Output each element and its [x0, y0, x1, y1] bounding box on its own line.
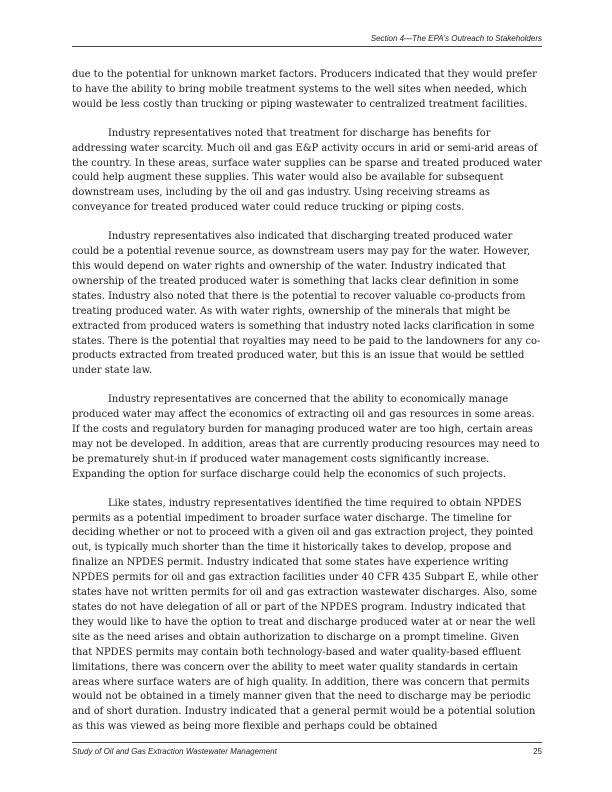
document-title: Study of Oil and Gas Extraction Wastewater Management: [72, 747, 277, 756]
paragraph-water-scarcity: Industry representatives noted that treatment for discharge has benefits for addressing water scarcity. Much oil and gas E&P activity occurs in arid or semi-arid areas of the country. In these areas, surface water supplies can be sparse and treated produced water could help augment these supplies. This water would also be available for subsequent downstream uses, including by the oil and gas industry. Using receiving streams as conveyance for treated produced water could reduce trucking or piping costs.: [72, 127, 542, 214]
body-text: [72, 68, 542, 749]
paragraph-revenue-source: Industry representatives also indicated that discharging treated produced water could be a potential revenue source, as downstream users may pay for the water. However, this would depend on water rights and ownership of the water. Industry indicated that ownership of the treated produced water is something that lacks clear definition in some states. Industry also noted that there is the potential to recover valuable co-products from treating produced water. As with water rights, ownership of the minerals that might be extracted from produced waters is something that industry noted lacks clarification in some states. There is the potential that royalties may need to be paid to the landowners for any co-products extracted from treated produced water, but this is an issue that would be settled under state law.: [72, 231, 541, 377]
page-number: 25: [533, 747, 542, 756]
running-header: [72, 34, 542, 47]
section-title: Section 4—The EPA's Outreach to Stakeholders: [370, 34, 542, 43]
paragraph-economics: Industry representatives are concerned that the ability to economically manage produced water may affect the economics of extracting oil and gas resources in some areas. If the costs and regulatory burden for managing produced water are too high, certain areas may not be developed. In addition, areas that are currently producing resources may need to be prematurely shut-in if produced water management costs significantly increase. Expanding the option for surface discharge could help the economics of such projects.: [72, 394, 540, 480]
paragraph-continued: due to the potential for unknown market factors. Producers indicated that they would prefer to have the ability to bring mobile treatment systems to the well sites when needed, which would be less costly than trucking or piping wastewater to centralized treatment facilities.: [72, 69, 537, 110]
paragraph-npdes-permits: Like states, industry representatives identified the time required to obtain NPDES permits as a potential impediment to broader surface water discharge. The timeline for deciding whether or not to proceed with a given oil and gas extraction project, they pointed out, is typically much shorter than the time it historically takes to develop, propose and finalize an NPDES permit. Industry indicated that some states have experience writing NPDES permits for oil and gas extraction facilities under 40 CFR 435 Subpart E, while other states have not written permits for oil and gas extraction wastewater discharges. Also, some states do not have delegation of all or part of the NPDES program. Industry indicated that they would like to have the option to treat and discharge produced water at or near the well site as the need arises and obtain authorization to discharge on a prompt timeline. Given that NPDES permits may contain both technology-based and water quality-based effluent limitations, there was concern over the ability to meet water quality standards in certain areas where surface waters are of high quality. In addition, there was concern that permits would not be obtained in a timely manner given that the need to discharge may be periodic and of short duration. Industry indicated that a general permit would be a potential solution as this was viewed as being more flexible and perhaps could be obtained: [72, 497, 539, 733]
running-footer: [72, 742, 542, 756]
